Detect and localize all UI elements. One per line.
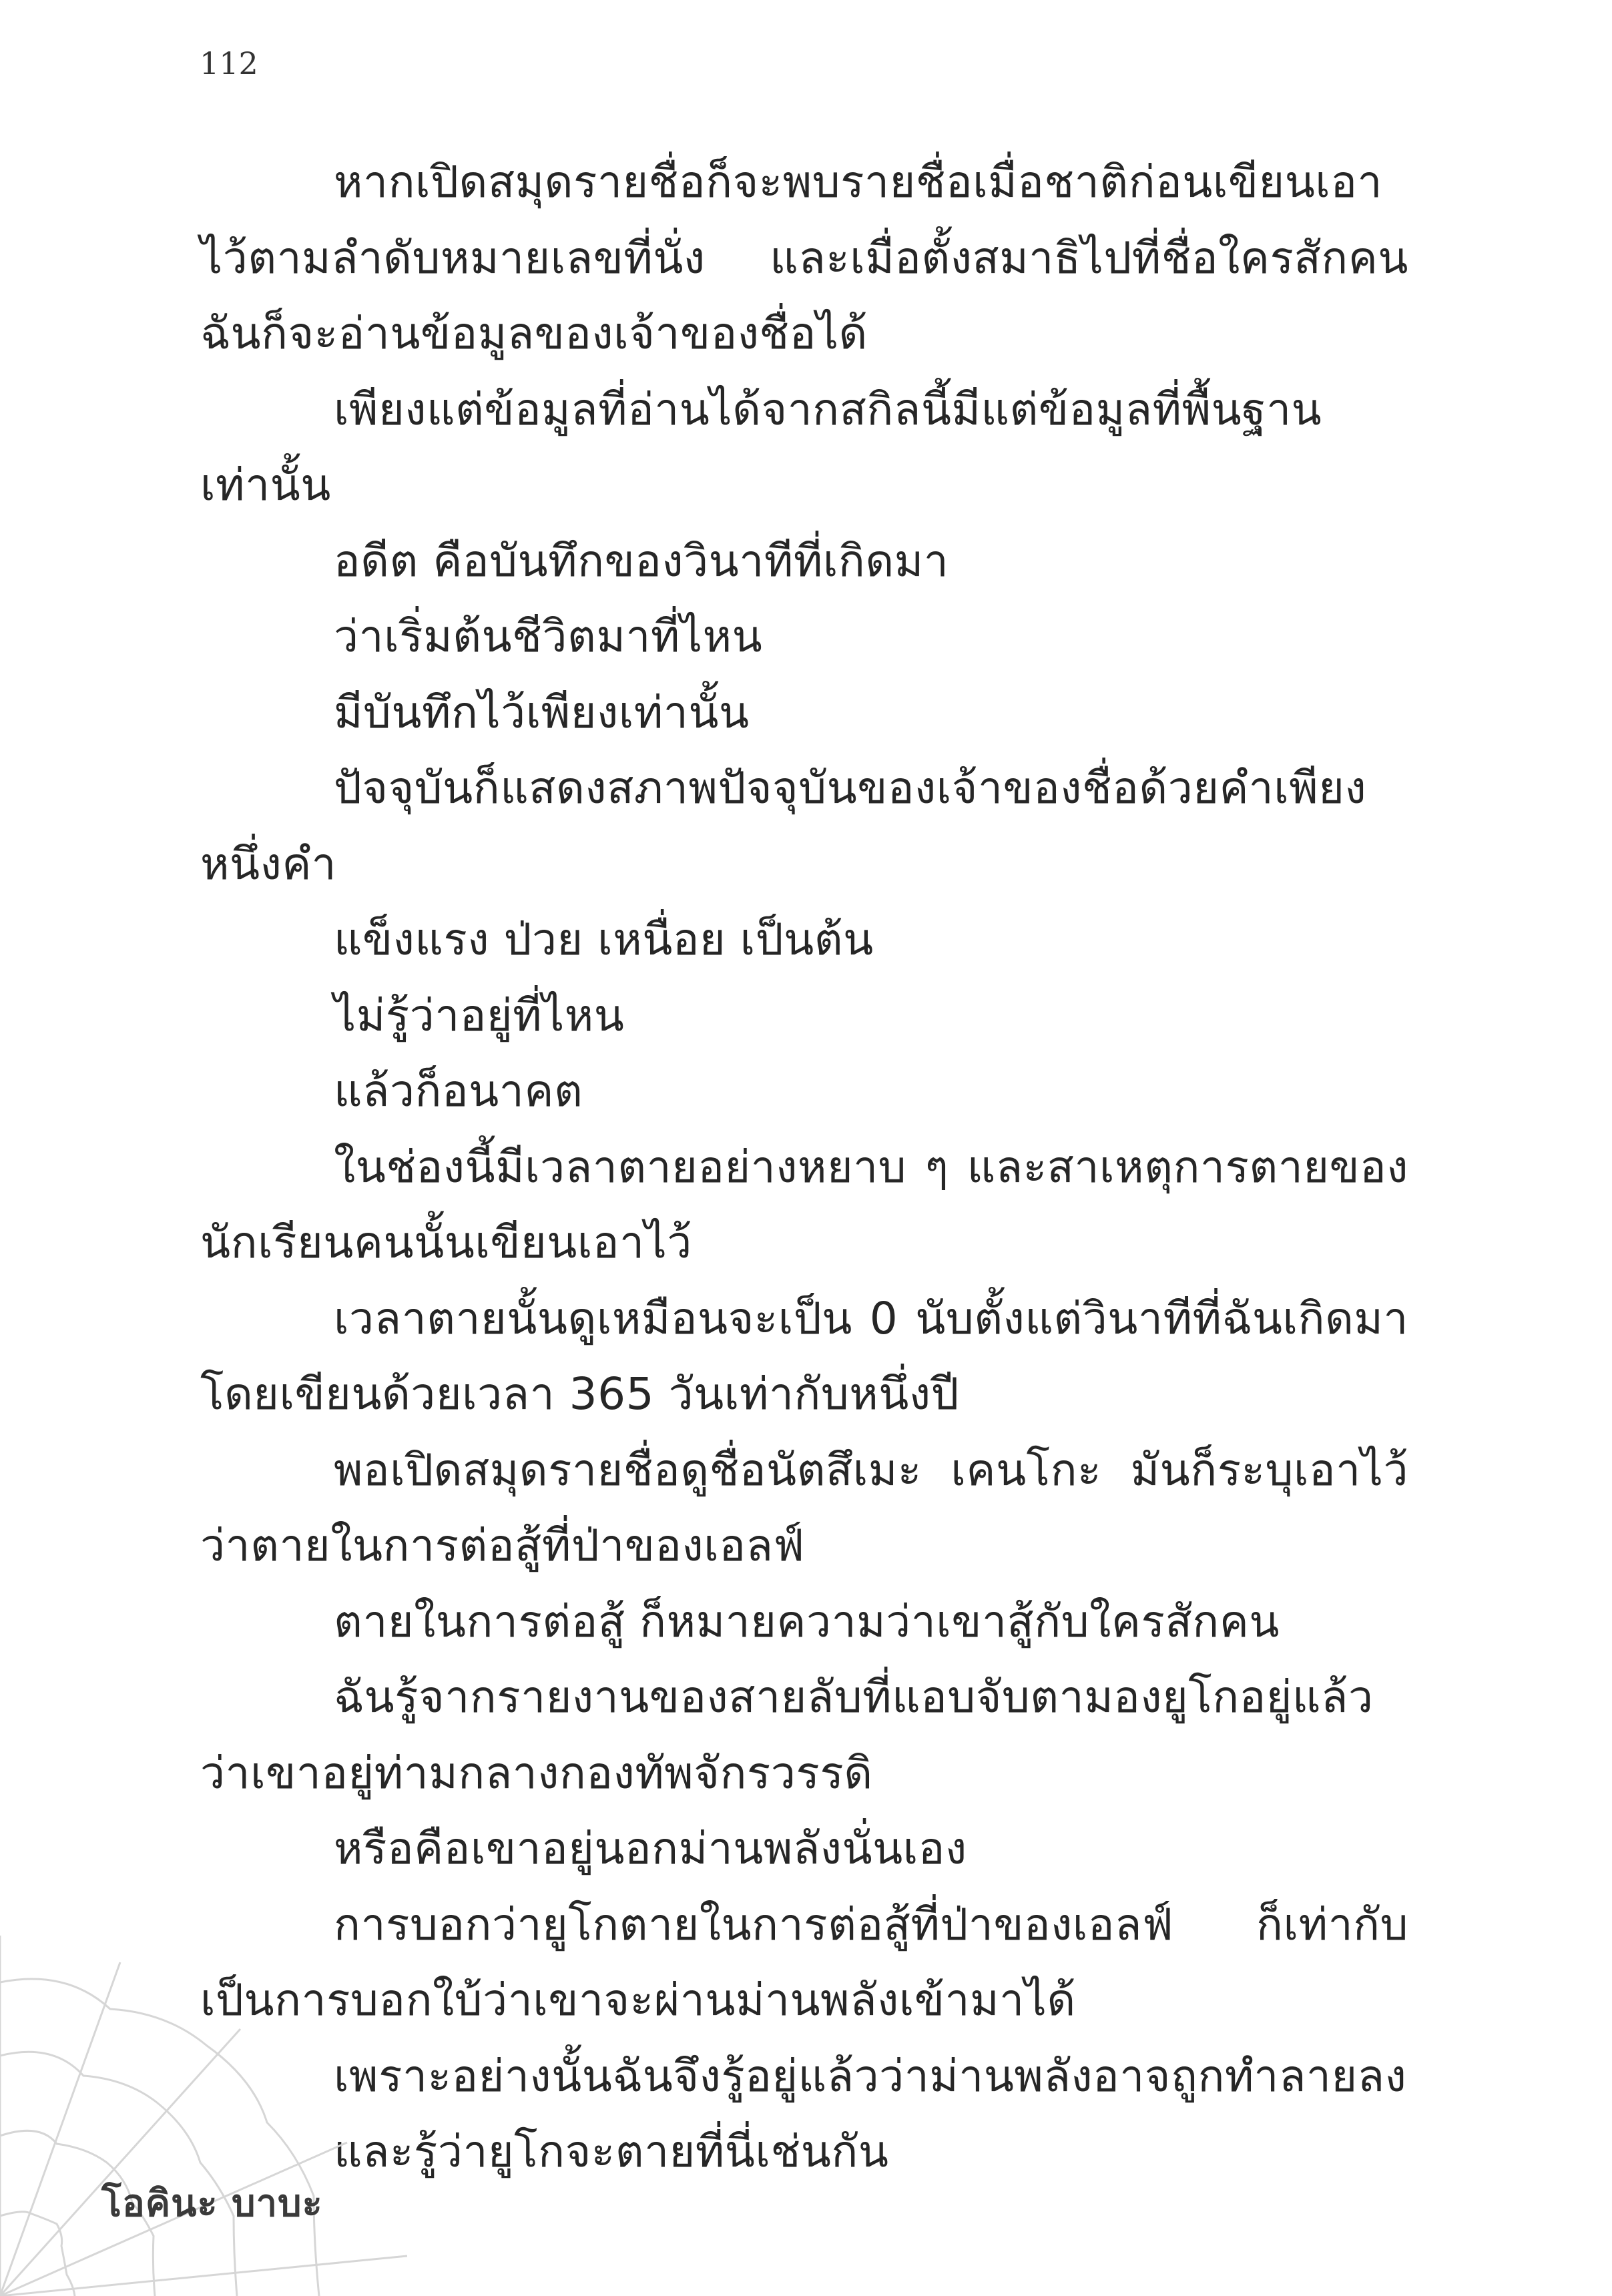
paragraph: แข็งแรง ป่วย เหนื่อย เป็นต้น [334,914,874,965]
spiderweb-decoration-icon [0,1922,414,2296]
paragraph: ตายในการต่อสู้ ก็หมายความว่าเขาสู้กับใครสักคน [334,1595,1280,1647]
paragraph: ปัจจุบันก็แสดงสภาพปัจจุบันของเจ้าของชื่อด้วยคำเพียงหนึ่งคำ [200,762,1367,890]
paragraph: เวลาตายนั้นดูเหมือนจะเป็น 0 นับตั้งแต่วินาทีที่ฉันเกิดมาโดยเขียนด้วยเวลา 365 วันเท่ากับหนึ่งปี [200,1292,1408,1420]
paragraph: การบอกว่ายูโกตายในการต่อสู้ที่ป่าของเอลฟ์ ก็เท่ากับเป็นการบอกใบ้ว่าเขาจะผ่านม่านพลังเข้ามาได้ [200,1898,1408,2026]
paragraph: เพราะอย่างนั้นฉันจึงรู้อยู่แล้วว่าม่านพลังอาจถูกทำลายลง [334,2050,1407,2102]
paragraph: หรือคือเขาอยู่นอกม่านพลังนั่นเอง [334,1823,967,1874]
paragraph: หากเปิดสมุดรายชื่อก็จะพบรายชื่อเมื่อชาติก่อนเขียนเอาไว้ตามลำดับหมายเลขที่นั่ง และเมื่อตั้งสมาธิไปที่ชื่อใครสักคน ฉันก็จะอ่านข้อมูลของเจ้าของชื่อได้ [200,156,1408,359]
paragraph: อดีต คือบันทึกของวินาทีที่เกิดมา [334,535,949,587]
author-name: โอคินะ บาบะ [101,2182,323,2225]
paragraph: มีบันทึกไว้เพียงเท่านั้น [334,686,750,738]
paragraph: ในช่องนี้มีเวลาตายอย่างหยาบ ๆ และสาเหตุการตายของนักเรียนคนนั้นเขียนเอาไว้ [200,1141,1408,1268]
paragraph: ว่าเริ่มต้นชีวิตมาที่ไหน [334,611,763,662]
paragraph: พอเปิดสมุดรายชื่อดูชื่อนัตสึเมะ เคนโกะ มันก็ระบุเอาไว้ว่าตายในการต่อสู้ที่ป่าของเอลฟ์ [200,1444,1408,1571]
page-number: 112 [200,45,258,81]
paragraph: ฉันรู้จากรายงานของสายลับที่แอบจับตามองยูโกอยู่แล้วว่าเขาอยู่ท่ามกลางกองทัพจักรวรรดิ [200,1671,1374,1799]
paragraph: เพียงแต่ข้อมูลที่อ่านได้จากสกิลนี้มีแต่ข้อมูลที่พื้นฐานเท่านั้น [200,383,1322,511]
body-text [200,144,1408,2190]
paragraph: และรู้ว่ายูโกจะตายที่นี่เช่นกัน [334,2126,889,2177]
paragraph: ไม่รู้ว่าอยู่ที่ไหน [334,989,625,1041]
paragraph: แล้วก็อนาคต [334,1065,583,1117]
